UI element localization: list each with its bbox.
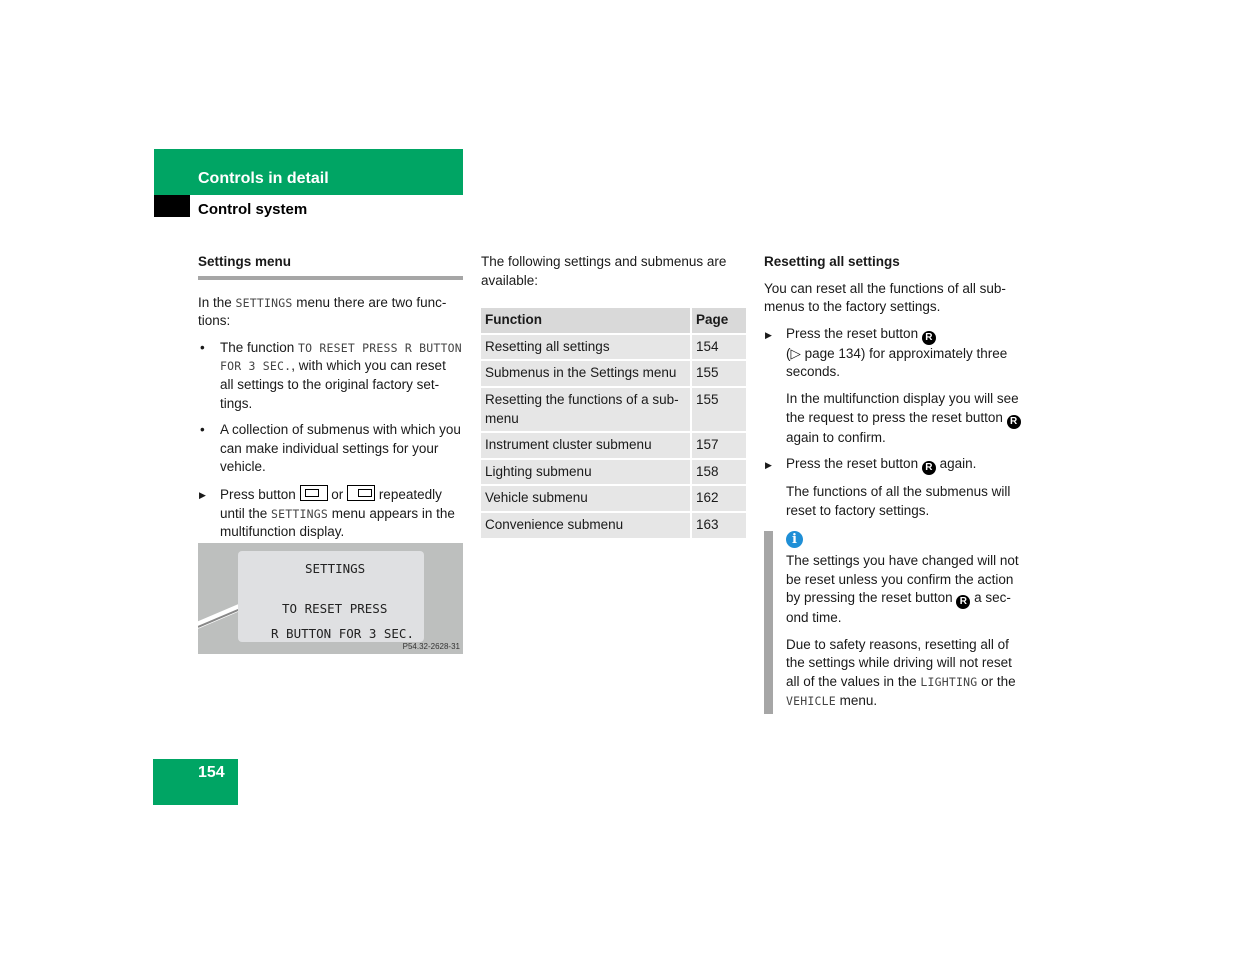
page-number-box: [153, 759, 238, 805]
step-text-mid: repeatedly until the: [220, 486, 442, 521]
table-row: [481, 484, 746, 511]
table-row: [481, 333, 746, 360]
step-press-button: [198, 485, 463, 542]
bullet-icon: •: [200, 422, 205, 438]
display-line-2: TO RESET PRESS: [282, 601, 388, 616]
note-body: [786, 531, 1029, 710]
multifunction-display-image: [198, 543, 463, 654]
row-page: 155: [690, 359, 746, 386]
table-row: [481, 458, 746, 485]
step2-text: Press the reset button: [786, 456, 922, 472]
step-press-reset-again: [764, 455, 1029, 475]
info-icon: i: [786, 531, 803, 548]
step-text: Press button: [220, 486, 300, 502]
step-arrow-icon: ▶: [199, 489, 206, 500]
note-paragraph-2: [786, 636, 1029, 710]
reset-button-icon: R: [1007, 415, 1021, 429]
bullet1-text: The function: [220, 339, 299, 355]
step-or: or: [327, 486, 348, 502]
row-page: 155: [690, 386, 746, 431]
display-screen: [238, 551, 424, 642]
step-arrow-icon: ▶: [765, 329, 772, 340]
table-row: [481, 359, 746, 386]
function-table: [481, 308, 746, 537]
step-arrow-icon: ▶: [765, 460, 772, 471]
reset-heading: Resetting all settings: [764, 254, 900, 269]
confirm-text: In the multifunction display you will see the request to press the reset button: [786, 390, 1019, 425]
info-note: [764, 531, 1029, 714]
lighting-keyword: LIGHTING: [920, 674, 978, 689]
table-row: [481, 386, 746, 431]
bullet-reset-function: [198, 339, 463, 413]
bullet2-text: A collection of submenus with which you can make individual settings for your vehicle.: [220, 422, 461, 475]
image-code: P54.32-2628-31: [402, 642, 460, 651]
settings-menu-heading: Settings menu: [198, 253, 463, 280]
table-intro: The following settings and submenus are available:: [481, 254, 727, 288]
display-next-button-icon: [300, 485, 328, 501]
row-page: 154: [690, 333, 746, 360]
reset-button-icon: R: [956, 595, 970, 609]
settings-keyword: SETTINGS: [271, 506, 329, 521]
confirm-paragraph: [764, 390, 1029, 447]
note-bar: [764, 531, 773, 714]
page-number: 154: [198, 764, 225, 781]
row-function: Resetting all settings: [481, 333, 690, 360]
reset-intro: You can reset all the functions of all sub-menus to the factory settings.: [764, 280, 1006, 315]
row-function: Convenience submenu: [481, 511, 690, 538]
row-function: Vehicle submenu: [481, 484, 690, 511]
intro-text: In the: [198, 294, 236, 310]
settings-intro: [198, 294, 463, 331]
display-line-3: R BUTTON FOR 3 SEC.: [271, 626, 414, 641]
intro-text-end: menu there are two func-tions:: [198, 294, 447, 329]
confirm-text-end: again to confirm.: [786, 429, 886, 445]
column-function-table: [481, 253, 746, 538]
section-subtitle: Control system: [198, 201, 308, 218]
display-line-title: SETTINGS: [305, 561, 366, 576]
row-page: 162: [690, 484, 746, 511]
reset-function-keyword: TO RESET PRESS R BUTTON FOR 3 SEC.: [220, 340, 462, 374]
note-text: The settings you have changed will not be reset unless you confirm the action by pressing the reset button: [786, 553, 1019, 606]
row-function: Lighting submenu: [481, 458, 690, 485]
header-page: Page: [690, 308, 746, 333]
result-paragraph: The functions of all the submenus will reset to factory settings.: [786, 484, 1011, 518]
row-page: 157: [690, 431, 746, 458]
table-header-row: [481, 308, 746, 333]
header-marker: [154, 195, 190, 217]
note-paragraph-1: [786, 552, 1029, 628]
row-function: Instrument cluster submenu: [481, 431, 690, 458]
step1-text: Press the reset button: [786, 325, 922, 341]
reset-button-icon: R: [922, 331, 936, 345]
header-function: Function: [481, 308, 690, 333]
row-function: Submenus in the Settings menu: [481, 359, 690, 386]
note-text: Due to safety reasons, resetting all of the settings while driving will not reset all of the values in the: [786, 636, 1012, 689]
reset-button-icon: R: [922, 461, 936, 475]
note-text-end: menu.: [835, 692, 878, 708]
row-page: 158: [690, 458, 746, 485]
note-text-end: a sec-ond time.: [786, 590, 1011, 626]
bullet-submenus: [198, 421, 463, 477]
settings-keyword: SETTINGS: [235, 295, 293, 310]
column-settings-menu: [198, 253, 463, 550]
column-reset-settings: [764, 253, 1029, 528]
bullet1-text-end: , with which you can reset all settings to the original factory set-tings.: [220, 358, 446, 411]
step2-text-end: again.: [935, 456, 977, 472]
vehicle-keyword: VEHICLE: [786, 693, 836, 708]
bullet-icon: •: [200, 339, 205, 355]
step-press-reset: [764, 325, 1029, 382]
row-page: 163: [690, 511, 746, 538]
row-function: Resetting the functions of a sub-menu: [481, 386, 690, 431]
section-title: Controls in detail: [198, 170, 329, 187]
step-text-end: menu appears in the multifunction display.: [220, 505, 455, 540]
step1-reference: (▷ page 134) for approximately three seconds.: [786, 345, 1008, 380]
display-prev-button-icon: [347, 485, 375, 501]
note-text-mid: or the: [977, 673, 1016, 689]
table-row: [481, 511, 746, 538]
table-row: [481, 431, 746, 458]
